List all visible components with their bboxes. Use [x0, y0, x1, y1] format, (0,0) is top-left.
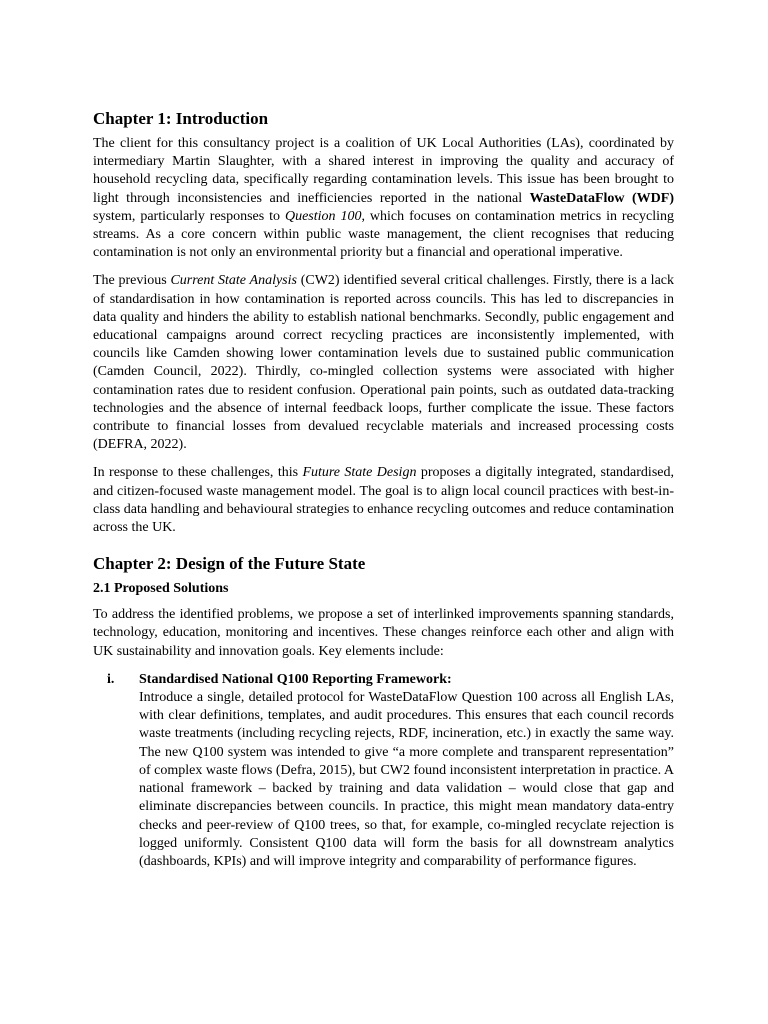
- text-run: , which focuses on contamination metrics in recycling streams. As a core concern within public waste management, the client recognises that reducing contamination is not only an environmental priority but a financial and operational imperative.: [93, 208, 674, 261]
- text-run: The previous: [93, 273, 171, 289]
- italic-term: Future State Design: [302, 465, 417, 481]
- italic-term: Current State Analysis: [170, 273, 297, 289]
- chapter-2-intro-paragraph: To address the identified problems, we propose a set of interlinked improvements spanning standards, technology, education, monitoring and incentives. These changes reinforce each other and align with UK sustainability and innovation goals. Key elements include:: [93, 607, 674, 659]
- chapter-1-paragraph-1: [93, 135, 674, 262]
- list-item-number: i.: [107, 671, 115, 687]
- section-2-1-heading: 2.1 Proposed Solutions: [93, 581, 229, 597]
- chapter-2-heading: Chapter 2: Design of the Future State: [93, 554, 366, 574]
- list-item-text: Introduce a single, detailed protocol for WasteDataFlow Question 100 across all English LAs, with clear definitions, templates, and audit procedures. This ensures that each council records waste treatments (including recycling rejects, RDF, incineration, etc.) in exactly the same way. The new Q100 system was intended to give “a more complete and transparent representation” of complex waste flows (Defra, 2015), but CW2 found inconsistent interpretation in practice. A national framework – backed by training and data validation – would close that gap and eliminate discrepancies between councils. In practice, this might mean mandatory data-entry checks and peer-review of Q100 trees, so that, for example, co-mingled recyclate rejection is logged uniformly. Consistent Q100 data will form the basis for all downstream analytics (dashboards, KPIs) and will improve integrity and comparability of performance figures.: [139, 690, 674, 869]
- chapter-1-heading: Chapter 1: Introduction: [93, 109, 269, 128]
- bold-term: WasteDataFlow (WDF): [529, 190, 674, 206]
- list-item-body: [139, 671, 674, 871]
- italic-term: Question 100: [284, 208, 362, 224]
- chapter-1-paragraph-2: [93, 272, 674, 454]
- list-item: [93, 671, 674, 871]
- text-run: In response to these challenges, this: [93, 465, 303, 481]
- text-run: proposes a digitally integrated, standardised, and citizen-focused waste management model. The goal is to align local council practices with best-in-class data handling and behavioural strategies to enhance recycling outcomes and reduce contamination across the UK.: [93, 465, 674, 536]
- text-run: system, particularly responses to: [93, 208, 285, 224]
- text-run: (CW2) identified several critical challenges. Firstly, there is a lack of standardisation in how contamination is reported across councils. This has led to discrepancies in data quality and hinders the ability to establish national benchmarks. Secondly, public engagement and educational campaigns around correct recycling practices are inconsistently implemented, with councils like Camden showing lower contamination levels due to sustained public communication (Camden Council, 2022). Thirdly, co-mingled collection systems were associated with higher contamination rates due to resident confusion. Operational pain points, such as outdated data-tracking technologies and the absence of internal feedback loops, further complicate the issue. These factors contribute to financial losses from devalued recyclable materials and increased processing costs (DEFRA, 2022).: [93, 273, 674, 453]
- list-item-title: Standardised National Q100 Reporting Framework:: [139, 671, 452, 687]
- chapter-1-paragraph-3: [93, 464, 674, 537]
- text-run: The client for this consultancy project is a coalition of UK Local Authorities (LAs), coordinated by intermediary Martin Slaughter, with a shared interest in improving the quality and accuracy of household recycling data, specifically regarding contamination levels. This issue has been brought to light through inconsistencies and inefficiencies reported in the national: [93, 136, 674, 206]
